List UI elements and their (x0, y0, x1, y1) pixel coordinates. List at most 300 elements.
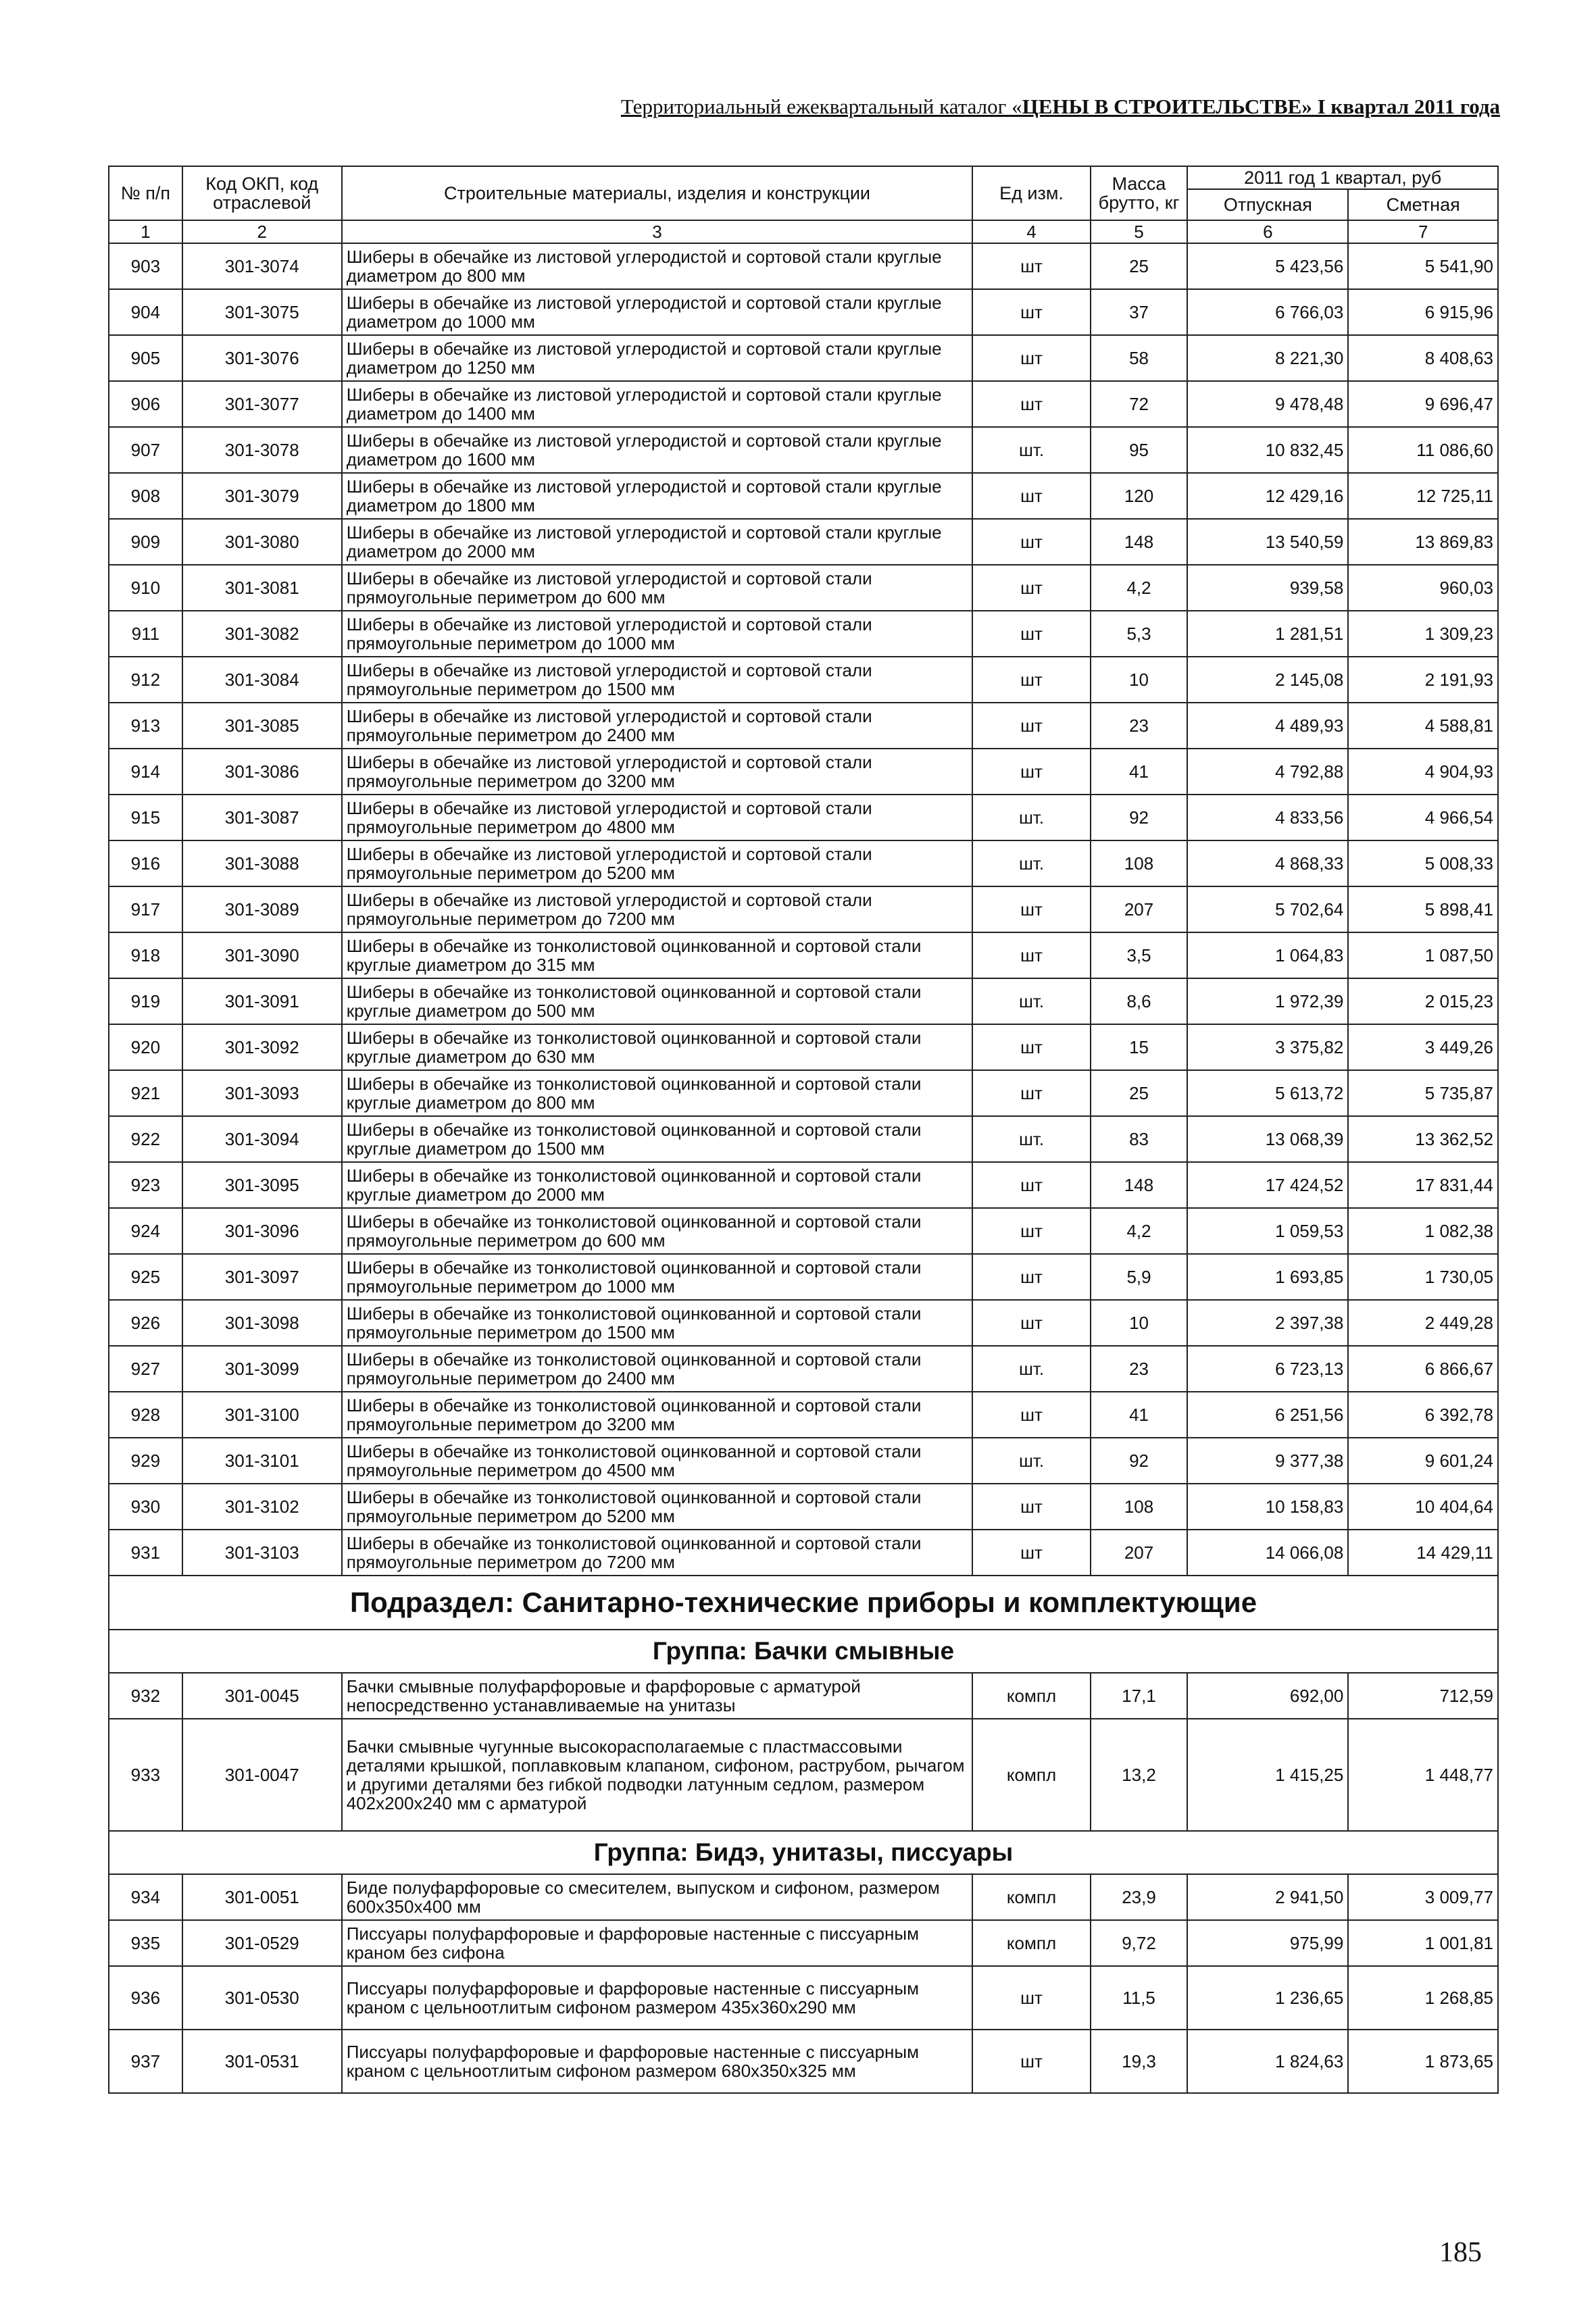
estimate-price: 5 898,41 (1348, 886, 1498, 932)
unit: шт. (972, 1438, 1090, 1484)
unit: шт (972, 1966, 1090, 2030)
okp-code: 301-3098 (182, 1300, 342, 1346)
estimate-price: 11 086,60 (1348, 427, 1498, 473)
mass: 92 (1091, 795, 1188, 840)
okp-code: 301-3076 (182, 335, 342, 381)
estimate-price: 9 601,24 (1348, 1438, 1498, 1484)
unit: шт (972, 243, 1090, 289)
release-price: 10 158,83 (1187, 1484, 1348, 1530)
okp-code: 301-3079 (182, 473, 342, 519)
unit: шт (972, 1162, 1090, 1208)
row-number: 931 (109, 1530, 182, 1576)
okp-code: 301-3090 (182, 932, 342, 978)
group-title: Группа: Бачки смывные (109, 1630, 1498, 1673)
mass: 207 (1091, 886, 1188, 932)
unit: шт (972, 611, 1090, 657)
release-price: 3 375,82 (1187, 1024, 1348, 1070)
okp-code: 301-3102 (182, 1484, 342, 1530)
row-number: 923 (109, 1162, 182, 1208)
table-row (109, 840, 1498, 886)
col-index: 6 (1187, 220, 1348, 243)
unit: шт. (972, 978, 1090, 1024)
row-number: 929 (109, 1438, 182, 1484)
estimate-price: 8 408,63 (1348, 335, 1498, 381)
item-name: Шиберы в обечайке из тонколистовой оцинкованной и сортовой стали круглые диаметром до 800 мм (342, 1070, 973, 1116)
table-row (109, 1116, 1498, 1162)
mass: 41 (1091, 749, 1188, 795)
row-number: 910 (109, 565, 182, 611)
mass: 10 (1091, 1300, 1188, 1346)
mass: 8,6 (1091, 978, 1188, 1024)
release-price: 975,99 (1187, 1920, 1348, 1966)
estimate-price: 6 915,96 (1348, 289, 1498, 335)
table-row (109, 1070, 1498, 1116)
item-name: Шиберы в обечайке из листовой углеродистой и сортовой стали прямоугольные периметром до 1500 мм (342, 657, 973, 703)
item-name: Шиберы в обечайке из тонколистовой оцинкованной и сортовой стали круглые диаметром до 315 мм (342, 932, 973, 978)
okp-code: 301-3089 (182, 886, 342, 932)
header-prefix: Территориальный ежеквартальный каталог « (620, 95, 1022, 118)
estimate-price: 3 009,77 (1348, 1874, 1498, 1920)
rows-group2 (109, 1874, 1498, 2093)
estimate-price: 1 268,85 (1348, 1966, 1498, 2030)
row-number: 919 (109, 978, 182, 1024)
estimate-price: 1 309,23 (1348, 611, 1498, 657)
mass: 83 (1091, 1116, 1188, 1162)
okp-code: 301-3097 (182, 1254, 342, 1300)
table-row (109, 1392, 1498, 1438)
header-mass: Масса брутто, кг (1091, 166, 1188, 220)
release-price: 4 792,88 (1187, 749, 1348, 795)
item-name: Шиберы в обечайке из листовой углеродистой и сортовой стали круглые диаметром до 1000 мм (342, 289, 973, 335)
release-price: 8 221,30 (1187, 335, 1348, 381)
table-row (109, 1920, 1498, 1966)
table-row (109, 519, 1498, 565)
item-name: Шиберы в обечайке из тонколистовой оцинкованной и сортовой стали круглые диаметром до 1500 мм (342, 1116, 973, 1162)
release-price: 1 693,85 (1187, 1254, 1348, 1300)
row-number: 924 (109, 1208, 182, 1254)
mass: 23 (1091, 1346, 1188, 1392)
okp-code: 301-3077 (182, 381, 342, 427)
mass: 148 (1091, 1162, 1188, 1208)
estimate-price: 1 730,05 (1348, 1254, 1498, 1300)
okp-code: 301-3082 (182, 611, 342, 657)
okp-code: 301-0047 (182, 1719, 342, 1831)
item-name: Шиберы в обечайке из листовой углеродистой и сортовой стали прямоугольные периметром до 4800 мм (342, 795, 973, 840)
table-row (109, 427, 1498, 473)
estimate-price: 1 448,77 (1348, 1719, 1498, 1831)
table-row (109, 1346, 1498, 1392)
release-price: 1 824,63 (1187, 2030, 1348, 2093)
release-price: 1 972,39 (1187, 978, 1348, 1024)
row-number: 921 (109, 1070, 182, 1116)
estimate-price: 3 449,26 (1348, 1024, 1498, 1070)
mass: 23 (1091, 703, 1188, 749)
table-row (109, 1300, 1498, 1346)
item-name: Шиберы в обечайке из тонколистовой оцинкованной и сортовой стали круглые диаметром до 2000 мм (342, 1162, 973, 1208)
item-name: Шиберы в обечайке из листовой углеродистой и сортовой стали круглые диаметром до 1250 мм (342, 335, 973, 381)
table-row (109, 703, 1498, 749)
group-row (109, 1630, 1498, 1673)
header-suffix: » I квартал 2011 года (1301, 95, 1500, 118)
header-estimate: Сметная (1348, 189, 1498, 220)
header-release: Отпускная (1187, 189, 1348, 220)
row-number: 905 (109, 335, 182, 381)
estimate-price: 4 904,93 (1348, 749, 1498, 795)
estimate-price: 712,59 (1348, 1673, 1498, 1719)
item-name: Шиберы в обечайке из тонколистовой оцинкованной и сортовой стали прямоугольные периметром до 1500 мм (342, 1300, 973, 1346)
row-number: 934 (109, 1874, 182, 1920)
release-price: 1 236,65 (1187, 1966, 1348, 2030)
row-number: 917 (109, 886, 182, 932)
table-row (109, 749, 1498, 795)
row-number: 918 (109, 932, 182, 978)
release-price: 9 377,38 (1187, 1438, 1348, 1484)
release-price: 13 068,39 (1187, 1116, 1348, 1162)
release-price: 5 423,56 (1187, 243, 1348, 289)
item-name: Шиберы в обечайке из тонколистовой оцинкованной и сортовой стали круглые диаметром до 500 мм (342, 978, 973, 1024)
okp-code: 301-3095 (182, 1162, 342, 1208)
table-row (109, 1719, 1498, 1831)
release-price: 4 868,33 (1187, 840, 1348, 886)
item-name: Шиберы в обечайке из листовой углеродистой и сортовой стали прямоугольные периметром до 600 мм (342, 565, 973, 611)
subsection-title: Подраздел: Санитарно-технические приборы и комплектующие (109, 1576, 1498, 1630)
table-row (109, 1530, 1498, 1576)
mass: 25 (1091, 243, 1188, 289)
table-row (109, 565, 1498, 611)
unit: шт (972, 1392, 1090, 1438)
unit: шт (972, 1070, 1090, 1116)
item-name: Шиберы в обечайке из листовой углеродистой и сортовой стали круглые диаметром до 1400 мм (342, 381, 973, 427)
col-index: 1 (109, 220, 182, 243)
mass: 3,5 (1091, 932, 1188, 978)
row-number: 935 (109, 1920, 182, 1966)
row-number: 933 (109, 1719, 182, 1831)
mass: 148 (1091, 519, 1188, 565)
row-number: 930 (109, 1484, 182, 1530)
release-price: 2 145,08 (1187, 657, 1348, 703)
release-price: 14 066,08 (1187, 1530, 1348, 1576)
mass: 37 (1091, 289, 1188, 335)
row-number: 912 (109, 657, 182, 703)
mass: 95 (1091, 427, 1188, 473)
table-row (109, 2030, 1498, 2093)
item-name: Шиберы в обечайке из листовой углеродистой и сортовой стали прямоугольные периметром до 3200 мм (342, 749, 973, 795)
unit: шт (972, 749, 1090, 795)
estimate-price: 2 015,23 (1348, 978, 1498, 1024)
col-index: 5 (1091, 220, 1188, 243)
release-price: 6 251,56 (1187, 1392, 1348, 1438)
table-row (109, 1208, 1498, 1254)
mass: 5,3 (1091, 611, 1188, 657)
col-index: 4 (972, 220, 1090, 243)
estimate-price: 960,03 (1348, 565, 1498, 611)
unit: шт. (972, 795, 1090, 840)
okp-code: 301-3103 (182, 1530, 342, 1576)
mass: 207 (1091, 1530, 1188, 1576)
item-name: Писсуары полуфарфоровые и фарфоровые настенные с писсуарным краном с цельноотлитым сифоном размером 680x350x325 мм (342, 2030, 973, 2093)
okp-code: 301-0531 (182, 2030, 342, 2093)
row-number: 907 (109, 427, 182, 473)
col-index: 7 (1348, 220, 1498, 243)
price-table (108, 166, 1499, 2094)
estimate-price: 12 725,11 (1348, 473, 1498, 519)
okp-code: 301-3075 (182, 289, 342, 335)
row-number: 922 (109, 1116, 182, 1162)
table-row (109, 795, 1498, 840)
mass: 92 (1091, 1438, 1188, 1484)
estimate-price: 2 449,28 (1348, 1300, 1498, 1346)
release-price: 1 281,51 (1187, 611, 1348, 657)
unit: компл (972, 1673, 1090, 1719)
mass: 108 (1091, 840, 1188, 886)
mass: 72 (1091, 381, 1188, 427)
item-name: Шиберы в обечайке из тонколистовой оцинкованной и сортовой стали прямоугольные периметром до 2400 мм (342, 1346, 973, 1392)
header-name: Строительные материалы, изделия и конструкции (342, 166, 973, 220)
unit: компл (972, 1920, 1090, 1966)
row-number: 916 (109, 840, 182, 886)
unit: шт (972, 1208, 1090, 1254)
release-price: 13 540,59 (1187, 519, 1348, 565)
item-name: Шиберы в обечайке из листовой углеродистой и сортовой стали прямоугольные периметром до 7200 мм (342, 886, 973, 932)
column-index-row (109, 220, 1498, 243)
table-row (109, 289, 1498, 335)
subsection-row (109, 1576, 1498, 1630)
mass: 4,2 (1091, 1208, 1188, 1254)
unit: шт. (972, 1346, 1090, 1392)
okp-code: 301-3093 (182, 1070, 342, 1116)
mass: 25 (1091, 1070, 1188, 1116)
col-index: 3 (342, 220, 973, 243)
item-name: Шиберы в обечайке из листовой углеродистой и сортовой стали круглые диаметром до 1800 мм (342, 473, 973, 519)
rows-group1 (109, 1673, 1498, 1831)
estimate-price: 10 404,64 (1348, 1484, 1498, 1530)
mass: 23,9 (1091, 1874, 1188, 1920)
estimate-price: 6 392,78 (1348, 1392, 1498, 1438)
release-price: 17 424,52 (1187, 1162, 1348, 1208)
item-name: Шиберы в обечайке из тонколистовой оцинкованной и сортовой стали прямоугольные периметром до 4500 мм (342, 1438, 973, 1484)
estimate-price: 4 588,81 (1348, 703, 1498, 749)
unit: шт (972, 1300, 1090, 1346)
okp-code: 301-3096 (182, 1208, 342, 1254)
row-number: 904 (109, 289, 182, 335)
estimate-price: 1 082,38 (1348, 1208, 1498, 1254)
row-number: 936 (109, 1966, 182, 2030)
item-name: Шиберы в обечайке из листовой углеродистой и сортовой стали круглые диаметром до 1600 мм (342, 427, 973, 473)
okp-code: 301-3086 (182, 749, 342, 795)
table-row (109, 657, 1498, 703)
release-price: 939,58 (1187, 565, 1348, 611)
item-name: Шиберы в обечайке из листовой углеродистой и сортовой стали круглые диаметром до 800 мм (342, 243, 973, 289)
estimate-price: 9 696,47 (1348, 381, 1498, 427)
header-num: № п/п (109, 166, 182, 220)
unit: шт (972, 886, 1090, 932)
estimate-price: 4 966,54 (1348, 795, 1498, 840)
okp-code: 301-3074 (182, 243, 342, 289)
table-row (109, 1673, 1498, 1719)
unit: шт (972, 1024, 1090, 1070)
table-row (109, 978, 1498, 1024)
table-row (109, 1874, 1498, 1920)
release-price: 1 415,25 (1187, 1719, 1348, 1831)
estimate-price: 5 541,90 (1348, 243, 1498, 289)
release-price: 2 941,50 (1187, 1874, 1348, 1920)
okp-code: 301-3078 (182, 427, 342, 473)
row-number: 906 (109, 381, 182, 427)
unit: шт (972, 565, 1090, 611)
item-name: Бачки смывные полуфарфоровые и фарфоровые с арматурой непосредственно устанавливаемые на унитазы (342, 1673, 973, 1719)
table-row (109, 335, 1498, 381)
item-name: Шиберы в обечайке из тонколистовой оцинкованной и сортовой стали прямоугольные периметром до 7200 мм (342, 1530, 973, 1576)
estimate-price: 13 362,52 (1348, 1116, 1498, 1162)
item-name: Писсуары полуфарфоровые и фарфоровые настенные с писсуарным краном без сифона (342, 1920, 973, 1966)
item-name: Шиберы в обечайке из листовой углеродистой и сортовой стали прямоугольные периметром до 1000 мм (342, 611, 973, 657)
unit: шт (972, 289, 1090, 335)
header-period: 2011 год 1 квартал, руб (1187, 166, 1498, 189)
mass: 15 (1091, 1024, 1188, 1070)
row-number: 915 (109, 795, 182, 840)
release-price: 1 064,83 (1187, 932, 1348, 978)
table-row (109, 932, 1498, 978)
table-row (109, 381, 1498, 427)
item-name: Шиберы в обечайке из листовой углеродистой и сортовой стали прямоугольные периметром до 2400 мм (342, 703, 973, 749)
unit: шт. (972, 427, 1090, 473)
mass: 10 (1091, 657, 1188, 703)
release-price: 4 489,93 (1187, 703, 1348, 749)
item-name: Шиберы в обечайке из тонколистовой оцинкованной и сортовой стали прямоугольные периметром до 3200 мм (342, 1392, 973, 1438)
release-price: 6 723,13 (1187, 1346, 1348, 1392)
unit: шт (972, 1484, 1090, 1530)
mass: 9,72 (1091, 1920, 1188, 1966)
table-row (109, 1024, 1498, 1070)
mass: 41 (1091, 1392, 1188, 1438)
release-price: 1 059,53 (1187, 1208, 1348, 1254)
table-row (109, 611, 1498, 657)
item-name: Шиберы в обечайке из листовой углеродистой и сортовой стали круглые диаметром до 2000 мм (342, 519, 973, 565)
release-price: 6 766,03 (1187, 289, 1348, 335)
okp-code: 301-3101 (182, 1438, 342, 1484)
estimate-price: 14 429,11 (1348, 1530, 1498, 1576)
page-header (500, 95, 1500, 119)
estimate-price: 1 001,81 (1348, 1920, 1498, 1966)
row-number: 913 (109, 703, 182, 749)
okp-code: 301-3099 (182, 1346, 342, 1392)
mass: 13,2 (1091, 1719, 1188, 1831)
unit: шт (972, 703, 1090, 749)
unit: шт. (972, 840, 1090, 886)
okp-code: 301-0530 (182, 1966, 342, 2030)
unit: шт (972, 335, 1090, 381)
okp-code: 301-0051 (182, 1874, 342, 1920)
unit: шт (972, 1254, 1090, 1300)
mass: 19,3 (1091, 2030, 1188, 2093)
group-title: Группа: Бидэ, унитазы, писсуары (109, 1831, 1498, 1874)
unit: шт. (972, 1116, 1090, 1162)
row-number: 925 (109, 1254, 182, 1300)
estimate-price: 6 866,67 (1348, 1346, 1498, 1392)
header-okp: Код ОКП, код отраслевой (182, 166, 342, 220)
header-title: ЦЕНЫ В СТРОИТЕЛЬСТВЕ (1022, 95, 1302, 118)
estimate-price: 13 869,83 (1348, 519, 1498, 565)
row-number: 909 (109, 519, 182, 565)
mass: 4,2 (1091, 565, 1188, 611)
item-name: Шиберы в обечайке из тонколистовой оцинкованной и сортовой стали прямоугольные периметром до 5200 мм (342, 1484, 973, 1530)
item-name: Шиберы в обечайке из тонколистовой оцинкованной и сортовой стали прямоугольные периметром до 600 мм (342, 1208, 973, 1254)
row-number: 932 (109, 1673, 182, 1719)
release-price: 9 478,48 (1187, 381, 1348, 427)
estimate-price: 17 831,44 (1348, 1162, 1498, 1208)
row-number: 927 (109, 1346, 182, 1392)
mass: 108 (1091, 1484, 1188, 1530)
table-row (109, 243, 1498, 289)
mass: 11,5 (1091, 1966, 1188, 2030)
release-price: 2 397,38 (1187, 1300, 1348, 1346)
estimate-price: 2 191,93 (1348, 657, 1498, 703)
unit: компл (972, 1874, 1090, 1920)
mass: 120 (1091, 473, 1188, 519)
row-number: 914 (109, 749, 182, 795)
okp-code: 301-3085 (182, 703, 342, 749)
release-price: 12 429,16 (1187, 473, 1348, 519)
mass: 5,9 (1091, 1254, 1188, 1300)
okp-code: 301-3092 (182, 1024, 342, 1070)
okp-code: 301-3088 (182, 840, 342, 886)
table-row (109, 1438, 1498, 1484)
item-name: Шиберы в обечайке из тонколистовой оцинкованной и сортовой стали круглые диаметром до 630 мм (342, 1024, 973, 1070)
table-row (109, 1162, 1498, 1208)
unit: шт (972, 519, 1090, 565)
rows-main (109, 243, 1498, 1576)
row-number: 903 (109, 243, 182, 289)
okp-code: 301-0529 (182, 1920, 342, 1966)
unit: компл (972, 1719, 1090, 1831)
page-number: 185 (1439, 2237, 1482, 2268)
release-price: 5 702,64 (1187, 886, 1348, 932)
item-name: Шиберы в обечайке из тонколистовой оцинкованной и сортовой стали прямоугольные периметром до 1000 мм (342, 1254, 973, 1300)
unit: шт (972, 473, 1090, 519)
okp-code: 301-3091 (182, 978, 342, 1024)
okp-code: 301-3084 (182, 657, 342, 703)
unit: шт (972, 381, 1090, 427)
estimate-price: 5 735,87 (1348, 1070, 1498, 1116)
estimate-price: 1 087,50 (1348, 932, 1498, 978)
item-name: Шиберы в обечайке из листовой углеродистой и сортовой стали прямоугольные периметром до 5200 мм (342, 840, 973, 886)
mass: 58 (1091, 335, 1188, 381)
table-row (109, 1966, 1498, 2030)
okp-code: 301-3100 (182, 1392, 342, 1438)
row-number: 937 (109, 2030, 182, 2093)
header-unit: Ед изм. (972, 166, 1090, 220)
item-name: Бачки смывные чугунные высокорасполагаемые с пластмассовыми деталями крышкой, поплавковым клапаном, сифоном, раструбом, рычагом и другими деталями без гибкой подводки латунным седлом, размером 402x200x240 мм с арматурой (342, 1719, 973, 1831)
table-row (109, 886, 1498, 932)
unit: шт (972, 657, 1090, 703)
estimate-price: 1 873,65 (1348, 2030, 1498, 2093)
item-name: Писсуары полуфарфоровые и фарфоровые настенные с писсуарным краном с цельноотлитым сифоном размером 435x360x290 мм (342, 1966, 973, 2030)
unit: шт (972, 2030, 1090, 2093)
table-row (109, 1484, 1498, 1530)
row-number: 928 (109, 1392, 182, 1438)
release-price: 5 613,72 (1187, 1070, 1348, 1116)
table-row (109, 1254, 1498, 1300)
okp-code: 301-3087 (182, 795, 342, 840)
release-price: 4 833,56 (1187, 795, 1348, 840)
mass: 17,1 (1091, 1673, 1188, 1719)
row-number: 920 (109, 1024, 182, 1070)
item-name: Биде полуфарфоровые со смесителем, выпуском и сифоном, размером 600x350x400 мм (342, 1874, 973, 1920)
row-number: 926 (109, 1300, 182, 1346)
release-price: 10 832,45 (1187, 427, 1348, 473)
okp-code: 301-3080 (182, 519, 342, 565)
unit: шт (972, 932, 1090, 978)
